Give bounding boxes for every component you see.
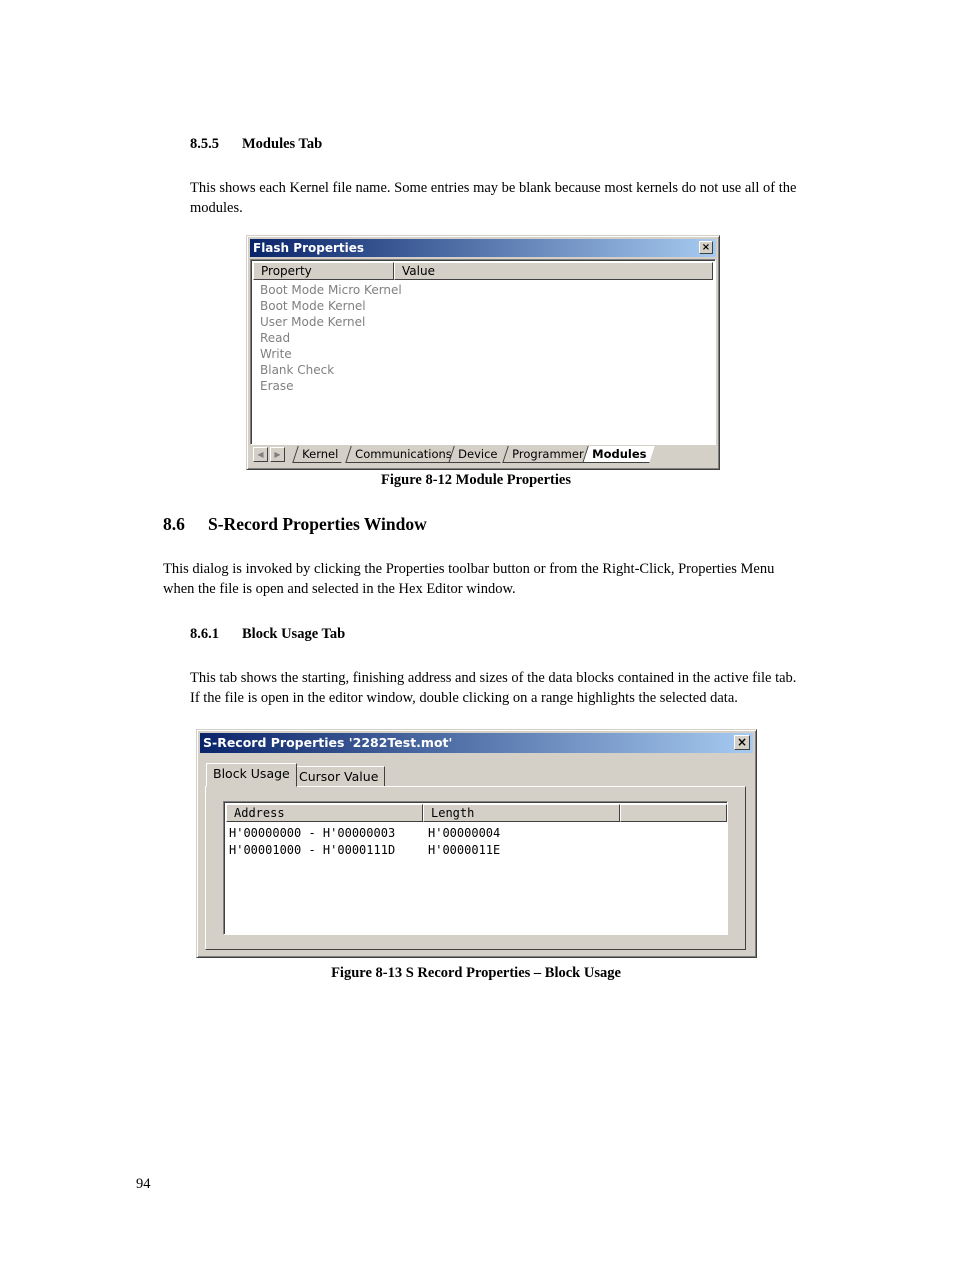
table-row[interactable] xyxy=(428,826,500,840)
section-855-heading xyxy=(190,136,322,153)
section-86-heading xyxy=(163,514,427,535)
flash-properties-titlebar xyxy=(250,239,716,257)
section-number: 8.6 xyxy=(163,514,185,534)
tab-strip xyxy=(251,445,715,465)
window-title: Flash Properties xyxy=(253,241,365,255)
srecord-properties-titlebar xyxy=(200,733,753,753)
tab-block-usage[interactable]: Block Usage xyxy=(206,763,297,787)
tab-programmer[interactable]: Programmer xyxy=(502,446,592,463)
paragraph-modules-tab: This shows each Kernel file name. Some entries may be blank because most kernels do not use all of the modules. xyxy=(190,180,797,216)
section-number: 8.6.1 xyxy=(190,626,219,642)
list-item[interactable]: Boot Mode Kernel xyxy=(260,299,366,313)
list-item[interactable]: Boot Mode Micro Kernel xyxy=(260,283,402,297)
tab-kernel[interactable]: Kernel xyxy=(292,446,347,463)
column-header-empty[interactable] xyxy=(620,804,727,822)
length-cell: H'0000011E xyxy=(428,843,501,857)
tab-device[interactable]: Device xyxy=(448,446,506,463)
length-cell: H'00000004 xyxy=(428,826,501,840)
tab-communications[interactable]: Communications xyxy=(345,446,460,463)
list-item[interactable]: Blank Check xyxy=(260,363,335,377)
section-number: 8.5.5 xyxy=(190,136,219,152)
block-usage-list[interactable] xyxy=(223,801,728,935)
srecord-properties-window xyxy=(196,729,757,958)
close-icon[interactable]: × xyxy=(734,735,750,750)
column-header-value[interactable]: Value xyxy=(394,262,713,280)
list-item[interactable]: Erase xyxy=(260,379,294,393)
figure-caption-813: Figure 8-13 S Record Properties – Block Usage xyxy=(331,965,621,981)
tab-modules[interactable]: Modules xyxy=(582,446,655,463)
paragraph-srecord-window: This dialog is invoked by clicking the Properties toolbar button or from the Right-Click, Properties Menu when the file is open and selected in the Hex Editor window. xyxy=(163,561,775,597)
scroll-left-icon[interactable]: ◀ xyxy=(253,447,268,462)
tab-panel xyxy=(205,786,746,950)
column-header-address[interactable]: Address xyxy=(226,804,423,822)
list-item[interactable]: Write xyxy=(260,347,292,361)
close-icon[interactable]: × xyxy=(699,241,713,254)
page-number: 94 xyxy=(136,1176,151,1192)
table-row[interactable] xyxy=(229,843,395,857)
column-header-length[interactable]: Length xyxy=(423,804,620,822)
table-row[interactable] xyxy=(428,843,500,857)
table-row[interactable] xyxy=(229,826,395,840)
window-title: S-Record Properties '2282Test.mot' xyxy=(203,735,453,750)
paragraph-block-usage: This tab shows the starting, finishing address and sizes of the data blocks contained in the active file tab. If the file is open in the editor window, double clicking on a range highlights the selected data. xyxy=(190,670,797,706)
address-cell: H'00000000 - H'00000003 xyxy=(229,826,396,840)
property-list[interactable] xyxy=(250,259,716,445)
figure-caption-812: Figure 8-12 Module Properties xyxy=(381,472,571,488)
list-item[interactable]: Read xyxy=(260,331,291,345)
list-item[interactable]: User Mode Kernel xyxy=(260,315,366,329)
tab-cursor-value[interactable]: Cursor Value xyxy=(292,766,385,787)
column-header-property[interactable]: Property xyxy=(253,262,394,280)
section-title: Modules Tab xyxy=(242,136,323,152)
flash-properties-window xyxy=(246,235,720,470)
scroll-right-icon[interactable]: ▶ xyxy=(270,447,285,462)
section-861-heading xyxy=(190,626,345,643)
section-title: Block Usage Tab xyxy=(242,626,346,642)
address-cell: H'00001000 - H'0000111D xyxy=(229,843,396,857)
section-title: S-Record Properties Window xyxy=(208,514,427,534)
dialog-tab-bar xyxy=(206,763,746,787)
